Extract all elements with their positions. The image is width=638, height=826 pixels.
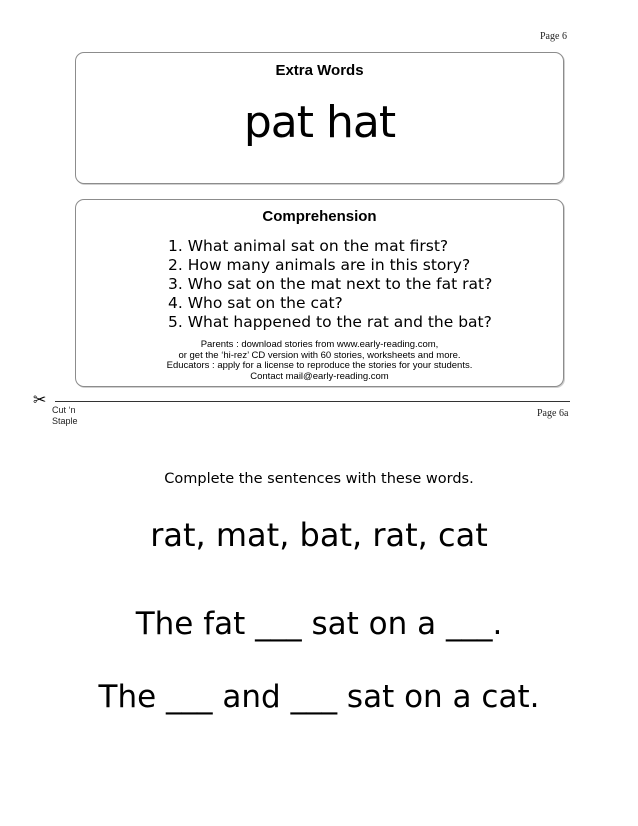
extra-words-heading: Extra Words: [275, 62, 364, 79]
cut-line: [55, 401, 570, 402]
info-line: Educators : apply for a license to reproduce the stories for your students.: [166, 360, 473, 371]
word-bank: rat, mat, bat, rat, cat: [150, 516, 488, 554]
comprehension-heading: Comprehension: [262, 208, 377, 225]
info-line: Contact mail@early-reading.com: [250, 370, 389, 382]
extra-words-box: [75, 52, 564, 184]
sentence-2: The ___ and ___ sat on a cat.: [98, 679, 540, 715]
info-line: or get the ‘hi-rez’ CD version with 60 stories, worksheets and more.: [178, 349, 461, 361]
question-item: 3. Who sat on the mat next to the fat rat?: [168, 275, 493, 293]
question-list: [168, 237, 492, 332]
license-info: [76, 340, 563, 382]
question-item: 2. How many animals are in this story?: [168, 256, 471, 274]
cut-label-line: Staple: [52, 416, 78, 426]
sentence-1: The fat ___ sat on a ___.: [135, 606, 503, 642]
extra-words: pat hat: [243, 97, 396, 148]
page-number-bottom: Page 6a: [537, 408, 569, 419]
page-number: Page 6: [540, 31, 567, 42]
info-line: Parents : download stories from www.early-reading.com,: [200, 339, 439, 350]
question-item: 1. What animal sat on the mat first?: [168, 237, 449, 255]
instruction-text: Complete the sentences with these words.: [164, 471, 474, 487]
comprehension-box: [75, 199, 564, 387]
cut-label: [52, 405, 78, 427]
question-item: 4. Who sat on the cat?: [168, 294, 343, 312]
scissors-icon: ✂: [33, 390, 47, 409]
cut-label-line: Cut ‘n: [52, 405, 76, 415]
question-item: 5. What happened to the rat and the bat?: [168, 313, 492, 331]
